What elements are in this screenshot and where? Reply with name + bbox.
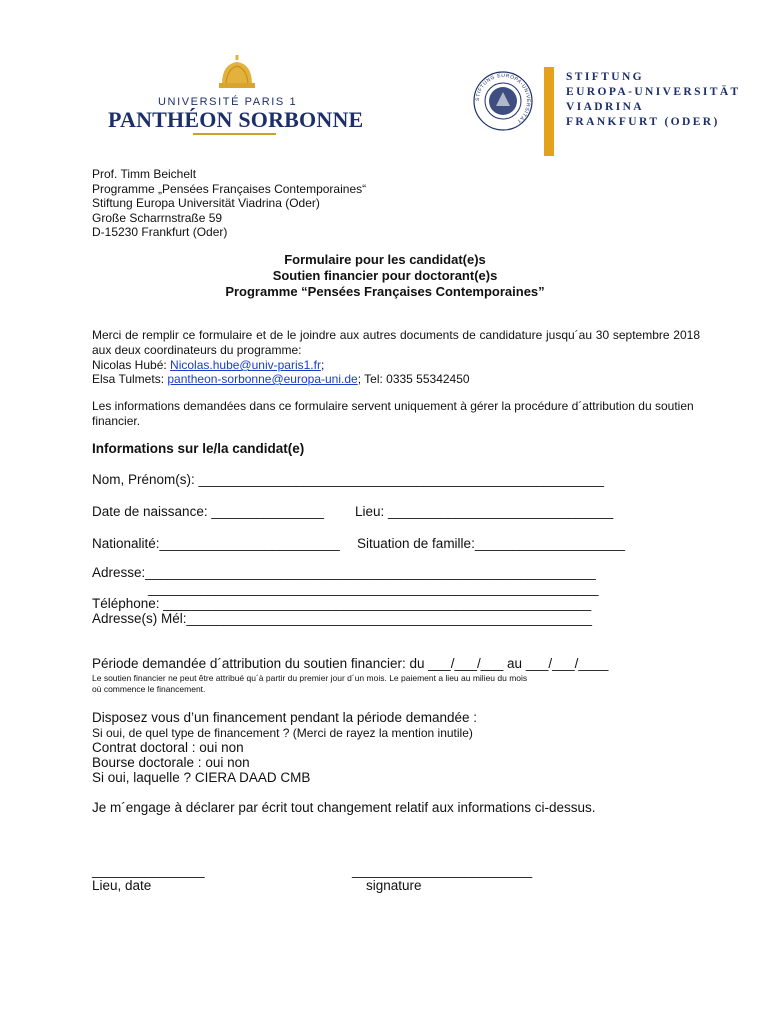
field-situation-famille[interactable]: Situation de famille:____________________	[357, 536, 625, 551]
financement-sub: Si oui, de quel type de financement ? (Merci de rayez la mention inutile)	[92, 726, 473, 740]
contact-name: Elsa Tulmets:	[92, 372, 168, 386]
viadrina-line-1: STIFTUNG	[566, 71, 644, 83]
paris1-gold-rule	[193, 133, 276, 135]
field-mel[interactable]: Adresse(s) Mél:______________________________________________________	[92, 611, 592, 626]
lieu-date-label: Lieu, date	[92, 878, 152, 893]
address-line: D-15230 Frankfurt (Oder)	[92, 225, 228, 239]
title-line: Soutien financier pour doctorant(e)s	[272, 268, 498, 283]
financement-question: Disposez vous d’un financement pendant la période demandée :	[92, 710, 478, 725]
form-title	[90, 252, 680, 300]
address-line: Prof. Timm Beichelt	[92, 167, 197, 181]
intro-text: Merci de remplir ce formulaire et de le joindre aux autres documents de candidature jusqu´au 30 septembre 2018 aux deux coordinateurs du programme:	[92, 328, 700, 357]
periode-note-line-1: Le soutien financier ne peut être attribué qu´à partir du premier jour d´un mois. Le paiement a lieu au milieu du mois	[92, 673, 528, 683]
recipient-address	[92, 167, 366, 240]
section-heading: Informations sur le/la candidat(e)	[92, 441, 305, 456]
viadrina-wordmark	[566, 70, 741, 130]
paris1-name-text: PANTHÉON SORBONNE	[108, 107, 364, 132]
field-nationalite[interactable]: Nationalité:________________________	[92, 536, 340, 551]
contact-suffix: ;	[320, 358, 325, 372]
option-bourse-doctorale[interactable]: Bourse doctorale : oui non	[92, 755, 250, 770]
dome-icon	[216, 54, 258, 90]
field-telephone[interactable]: Téléphone: _________________________________________________________	[92, 596, 592, 611]
periode-note-line-2: où commence le financement.	[92, 684, 206, 694]
signature-line-signature[interactable]: ________________________	[352, 863, 533, 878]
title-line: Formulaire pour les candidat(e)s	[284, 252, 486, 267]
paris1-university-text: UNIVERSITÉ PARIS 1	[158, 96, 298, 108]
address-line: Große Scharrnstraße 59	[92, 210, 223, 225]
address-line: Stiftung Europa Universität Viadrina (Oder)	[92, 196, 320, 210]
email-link-nicolas[interactable]: Nicolas.hube@univ-paris1.fr	[170, 358, 321, 372]
seal-icon	[472, 70, 534, 132]
address-line: Programme „Pensées Françaises Contemporaines“	[92, 181, 367, 196]
field-adresse[interactable]: Adresse:____________________________________________________________	[92, 565, 596, 580]
email-link-elsa[interactable]: pantheon-sorbonne@europa-uni.de	[167, 372, 358, 386]
viadrina-line-2: EUROPA-UNIVERSITÄT	[566, 86, 741, 98]
intro-paragraph	[92, 328, 700, 358]
field-periode[interactable]: Période demandée d´attribution du soutien financier: du ___/___/___ au ___/___/____	[92, 656, 609, 671]
field-date-naissance[interactable]: Date de naissance: _______________	[92, 504, 324, 519]
field-lieu[interactable]: Lieu: ______________________________	[355, 504, 614, 519]
viadrina-line-4: FRANKFURT (ODER)	[566, 116, 720, 128]
field-adresse-line2[interactable]: ____________________________________________________________	[148, 581, 599, 596]
contact-nicolas	[92, 358, 324, 373]
viadrina-accent-bar	[544, 67, 554, 156]
contact-name: Nicolas Hubé:	[92, 358, 171, 372]
engagement-statement: Je m´engage à déclarer par écrit tout changement relatif aux informations ci-dessus.	[92, 800, 596, 815]
option-laquelle[interactable]: Si oui, laquelle ? CIERA DAAD CMB	[92, 770, 311, 785]
notice-paragraph	[92, 399, 700, 429]
seal-text: STIFTUNG EUROPA-UNIVERSITÄT	[474, 72, 532, 125]
notice-text: Les informations demandées dans ce formulaire servent uniquement à gérer la procédure d´attribution du soutien financier.	[92, 399, 694, 428]
contact-elsa	[92, 372, 470, 387]
viadrina-line-3: VIADRINA	[566, 101, 644, 113]
title-line: Programme “Pensées Françaises Contemporaines”	[225, 284, 545, 299]
contact-suffix: ; Tel: 0335 55342450	[357, 372, 470, 386]
signature-line-lieu-date[interactable]: _______________	[92, 863, 205, 878]
signature-label: signature	[366, 878, 422, 893]
viadrina-seal	[472, 70, 534, 132]
field-nom[interactable]: Nom, Prénom(s): ______________________________________________________	[92, 472, 604, 487]
option-contrat-doctoral[interactable]: Contrat doctoral : oui non	[92, 740, 244, 755]
